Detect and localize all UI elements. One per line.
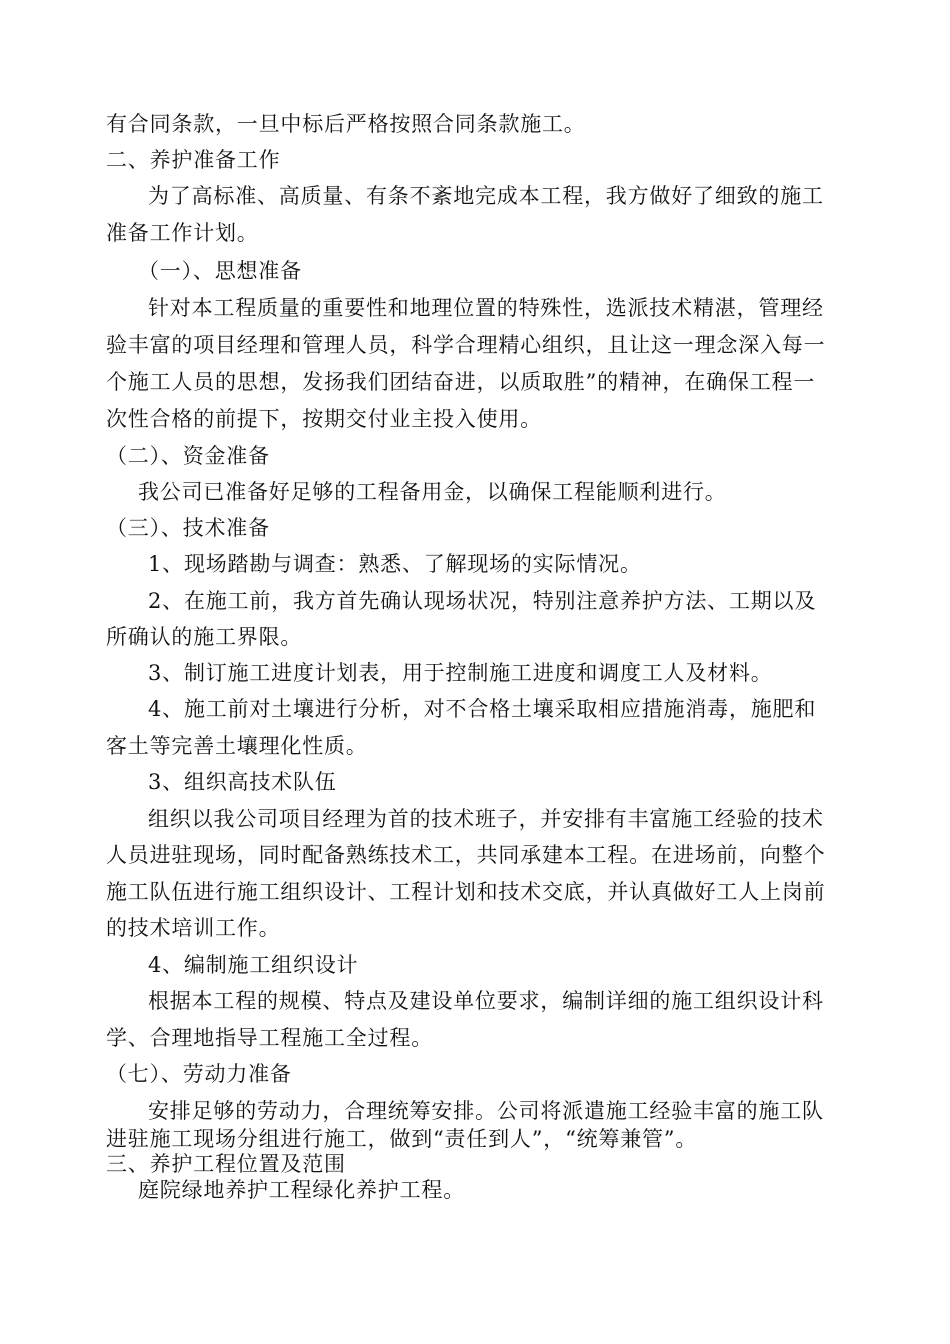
section-heading: 三、养护工程位置及范围 bbox=[106, 1152, 346, 1176]
text-line: 针对本工程质量的重要性和地理位置的特殊性，选派技术精湛，管理经 bbox=[148, 296, 824, 320]
text-line: 有合同条款，一旦中标后严格按照合同条款施工。 bbox=[106, 112, 586, 136]
subsection-heading: （七）、劳动力准备 bbox=[106, 1062, 292, 1086]
text-line: 次性合格的前提下，按期交付业主投入使用。 bbox=[106, 407, 542, 431]
text-line: 个施工人员的思想，发扬我们团结奋进，以质取胜”的精神，在确保工程一 bbox=[106, 370, 816, 394]
text-line: 组织以我公司项目经理为首的技术班子，并安排有丰富施工经验的技术 bbox=[148, 807, 824, 831]
subsection-heading: （二）、资金准备 bbox=[106, 444, 270, 468]
text-line: 学、合理地指导工程施工全过程。 bbox=[106, 1026, 433, 1050]
text-line: 根据本工程的规模、特点及建设单位要求，编制详细的施工组织设计科 bbox=[148, 989, 824, 1013]
text-line: 人员进驻现场，同时配备熟练技术工，共同承建本工程。在进场前，向整个 bbox=[106, 843, 826, 867]
text-line: 所确认的施工界限。 bbox=[106, 625, 303, 649]
text-line: 我公司已准备好足够的工程备用金，以确保工程能顺利进行。 bbox=[138, 480, 727, 504]
text-line: 客土等完善土壤理化性质。 bbox=[106, 734, 368, 758]
text-line: 验丰富的项目经理和管理人员，科学合理精心组织，且让这一理念深入每一 bbox=[106, 333, 826, 357]
text-line: 准备工作计划。 bbox=[106, 221, 259, 245]
text-line: 为了高标准、高质量、有条不紊地完成本工程，我方做好了细致的施工 bbox=[148, 184, 824, 208]
text-line: 2、在施工前，我方首先确认现场状况，特别注意养护方法、工期以及 bbox=[148, 589, 817, 613]
text-line: 安排足够的劳动力，合理统筹安排。公司将派遣施工经验丰富的施工队 bbox=[148, 1099, 824, 1123]
section-heading: 二、养护准备工作 bbox=[106, 148, 281, 172]
text-line: 4、施工前对土壤进行分析，对不合格土壤采取相应措施消毒，施肥和 bbox=[148, 697, 817, 721]
text-line: 3、制订施工进度计划表，用于控制施工进度和调度工人及材料。 bbox=[148, 661, 773, 685]
subsection-heading: （一）、思想准备 bbox=[138, 259, 302, 283]
text-line: 1、现场踏勘与调查：熟悉、了解现场的实际情况。 bbox=[148, 552, 642, 576]
subsection-heading: 3、组织高技术队伍 bbox=[148, 770, 337, 794]
text-line: 庭院绿地养护工程绿化养护工程。 bbox=[138, 1178, 465, 1202]
text-line: 进驻施工现场分组进行施工，做到“责任到人”，“统筹兼管”。 bbox=[106, 1127, 698, 1151]
text-line: 施工队伍进行施工组织设计、工程计划和技术交底，并认真做好工人上岗前 bbox=[106, 880, 826, 904]
subsection-heading: （三）、技术准备 bbox=[106, 516, 270, 540]
subsection-heading: 4、编制施工组织设计 bbox=[148, 953, 359, 977]
text-line: 的技术培训工作。 bbox=[106, 916, 281, 940]
